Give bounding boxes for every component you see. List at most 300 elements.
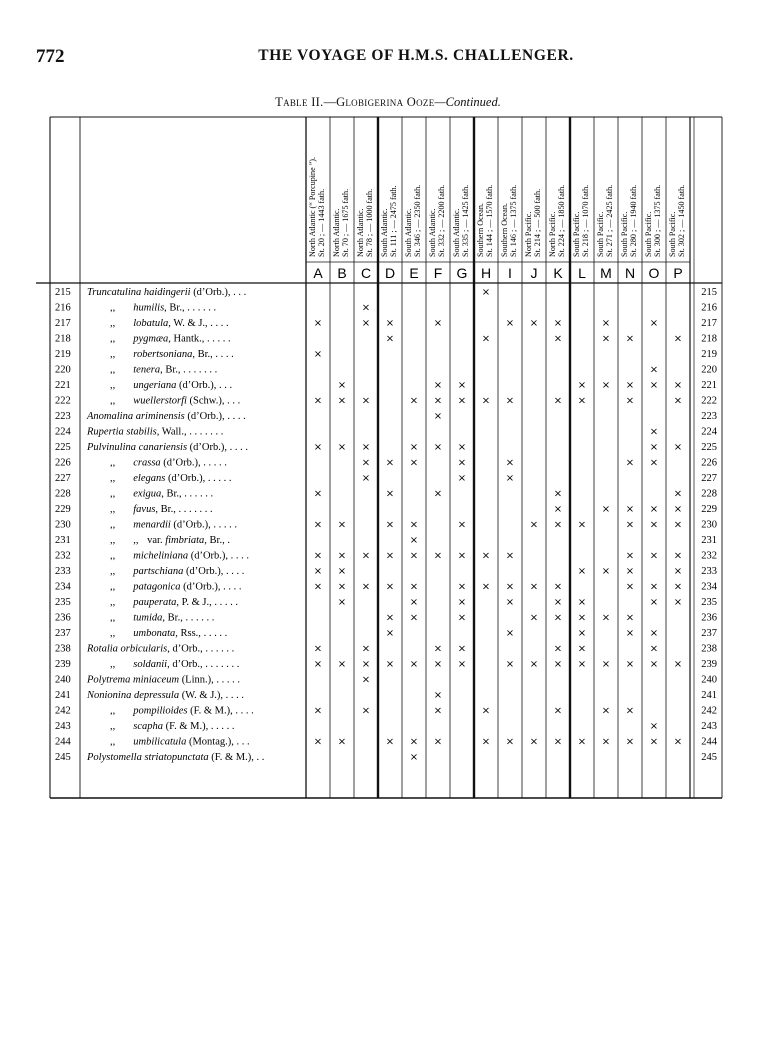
species-name [110,659,239,670]
occurrence-mark: × [433,736,443,748]
row-number: 236 [55,612,71,624]
occurrence-mark: × [673,736,683,748]
occurrence-mark: × [649,550,659,562]
column-header-l [572,185,590,257]
occurrence-mark: × [313,318,323,329]
ditto-mark: ,, [110,550,116,562]
occurrence-mark: × [409,457,419,469]
row-number: 235 [55,597,71,608]
occurrence-mark: × [457,597,467,608]
species-name [110,380,232,391]
occurrence-mark: × [361,643,371,655]
ditto-mark: ,, [110,612,116,624]
occurrence-mark: × [313,705,323,717]
table-dash: — [323,95,337,109]
occurrence-mark: × [649,318,659,329]
occurrence-mark: × [601,380,611,391]
occurrence-mark: × [625,395,635,407]
occurrence-mark: × [553,395,563,407]
row-number: 244 [55,736,71,748]
dot-leaders: . . . . [227,442,248,453]
occurrence-mark: × [505,550,515,562]
column-region: South Pacific. [668,211,677,257]
authority: (d’Orb.), [170,519,211,531]
occurrence-mark: × [457,380,467,391]
row-number-right: 233 [701,566,717,577]
occurrence-mark: × [457,457,467,469]
authority: (d’Orb.), [188,550,229,562]
ditto-mark: ,, [110,659,116,670]
occurrence-mark: × [577,380,587,391]
occurrence-mark: × [505,395,515,407]
dot-leaders: . . . . . [200,457,227,469]
occurrence-mark: × [601,736,611,748]
row-number: 224 [55,426,71,438]
occurrence-mark: × [577,612,587,624]
column-letter: C [360,265,372,281]
occurrence-mark: × [649,628,659,639]
species-name [86,644,234,655]
occurrence-mark: × [409,535,419,546]
occurrence-mark: × [481,550,491,562]
dot-leaders: . . . . [223,690,245,701]
row-number-right: 216 [701,302,717,314]
occurrence-mark: × [361,659,371,670]
species-epithet: canariensis [138,442,188,453]
species-epithet: umbonata [133,628,176,639]
occurrence-mark: × [673,333,683,345]
page-number: 772 [36,46,65,67]
row-number-right: 228 [701,488,717,500]
ditto-mark: ,, [110,380,116,391]
column-header-b [332,189,350,257]
row-number: 232 [55,550,71,562]
column-region: South Pacific. [572,211,581,257]
column-station: St. 111 ; — 2475 fath. [389,185,398,257]
row-number: 216 [55,302,71,314]
occurrence-mark: × [433,550,443,562]
column-region: South Atlantic. [428,208,437,257]
authority: (d’Orb.), [184,411,225,422]
row-number: 233 [55,566,71,577]
column-station: St. 302 ; — 1450 fath. [677,184,686,257]
dot-leaders: . . . . . . [181,488,214,500]
column-letter: A [313,265,323,281]
dot-leaders: . . . . [232,705,254,717]
species-epithet: elegans [133,473,166,484]
occurrence-mark: × [577,659,587,670]
column-header-k [548,185,566,257]
row-number: 238 [55,643,71,655]
species-name [110,721,235,732]
authority: , Hantk., [168,333,205,345]
occurrence-mark: × [433,318,443,329]
row-number: 240 [55,674,71,686]
authority: (F. & M.), [187,705,233,717]
species-name [110,473,232,484]
occurrence-mark: × [409,612,419,624]
row-number-right: 215 [701,287,717,298]
occurrence-mark: × [433,488,443,500]
species-name [110,318,229,329]
species-epithet: tumida [133,612,163,624]
authority: (d’Orb.), [183,566,224,577]
row-number-right: 239 [701,659,717,670]
species-name [110,737,250,748]
row-number-right: 234 [701,581,717,593]
occurrence-mark: × [625,380,635,391]
authority: (W. & J.), [179,690,224,701]
occurrence-mark: × [577,597,587,608]
dot-leaders: . . . . [224,411,246,422]
occurrence-mark: × [385,659,395,670]
occurrence-mark: × [337,380,347,391]
occurrence-mark: × [649,659,659,670]
dot-leaders: . . . . . . . [186,426,224,438]
ditto-mark: ,, [110,395,116,407]
genus: Rotalia [87,643,118,655]
occurrence-mark: × [409,752,419,763]
row-number-right: 236 [701,612,717,624]
species-name [110,566,244,577]
species-name [110,396,240,407]
occurrence-mark: × [601,612,611,624]
occurrence-mark: × [649,519,659,531]
occurrence-mark: × [361,674,371,686]
occurrence-mark: × [457,395,467,407]
dot-leaders: . . . . . [211,597,238,608]
ditto-mark: ,, [110,628,116,639]
occurrence-mark: × [553,333,563,345]
occurrence-mark: × [649,457,659,469]
column-header-o [644,185,662,257]
dot-leaders: . . . [216,380,233,391]
row-number: 243 [55,721,71,732]
occurrence-mark: × [457,643,467,655]
authority: , W. & J., [168,318,208,329]
species-name [110,551,249,562]
species-epithet: patagonica [133,581,181,593]
occurrence-mark: × [577,628,587,639]
occurrence-mark: × [313,643,323,655]
occurrence-mark: × [385,519,395,531]
table-subject: Globigerina Ooze [336,95,435,109]
column-header-d [380,185,398,257]
occurrence-mark: × [409,597,419,608]
column-station: St. 335 ; — 1425 fath. [461,184,470,257]
species-name [110,334,231,345]
row-number-right: 244 [701,736,717,748]
column-region: Southern Ocean. [500,203,509,257]
occurrence-mark: × [385,612,395,624]
row-number: 239 [55,659,71,670]
column-header-p [668,185,686,257]
row-number-right: 226 [701,457,717,469]
row-number-right: 217 [701,318,717,329]
occurrence-mark: × [409,659,419,670]
column-station: St. 218 ; — 1070 fath. [581,184,590,257]
species-name [110,504,213,515]
row-number: 231 [55,535,71,546]
occurrence-mark: × [457,612,467,624]
dot-leaders: . . . . . . [184,302,217,314]
authority: (d’Orb.), [176,380,217,391]
occurrence-mark: × [505,659,515,670]
row-number-right: 240 [701,674,717,686]
occurrence-mark: × [601,333,611,345]
occurrence-mark: × [313,395,323,407]
dot-leaders: . . . [230,287,247,298]
dot-leaders: . . . . [220,581,242,593]
column-header-f [428,185,446,257]
genus: Nonionina [87,690,132,701]
occurrence-mark: × [601,566,611,577]
species-name [110,628,227,639]
occurrence-mark: × [361,581,371,593]
species-name [86,411,246,422]
row-number-right: 232 [701,550,717,562]
row-number-right: 242 [701,705,717,717]
column-letter: M [600,265,612,281]
occurrence-mark: × [625,333,635,345]
column-letter: F [433,265,443,281]
species-epithet: pauperata [133,597,177,608]
occurrence-mark: × [553,643,563,655]
occurrence-mark: × [433,411,443,422]
authority: (d’Orb.), [190,287,231,298]
occurrence-mark: × [409,442,419,453]
dot-leaders: . . . . . [204,333,231,345]
ditto-mark: ,, [110,333,116,345]
species-name [110,706,254,717]
dot-leaders: . . . [224,395,241,407]
row-number-right: 222 [701,395,717,407]
row-number: 220 [55,364,71,376]
dot-leaders: . . . [233,736,250,748]
column-header-a [308,157,326,257]
dot-leaders: . . . . [223,566,245,577]
occurrence-mark: × [529,659,539,670]
occurrence-mark: × [673,442,683,453]
occurrence-mark: × [673,380,683,391]
ditto-mark: ,, [110,597,116,608]
species-name [86,675,240,686]
ditto-mark: ,, [110,364,116,376]
occurrence-mark: × [553,597,563,608]
occurrence-mark: × [457,581,467,593]
species-epithet: micheliniana [133,550,189,562]
column-region: Southern Ocean. [476,203,485,257]
occurrence-mark: × [505,581,515,593]
column-header-j [524,189,542,257]
occurrence-mark: × [457,550,467,562]
row-number: 229 [55,504,71,515]
occurrence-mark: × [625,736,635,748]
occurrence-mark: × [361,318,371,329]
occurrence-mark: × [313,659,323,670]
occurrence-mark: × [649,736,659,748]
column-station: St. 78 ; — 1000 fath. [365,188,374,257]
occurrence-mark: × [385,488,395,500]
occurrence-mark: × [673,519,683,531]
occurrence-mark: × [385,318,395,329]
occurrence-mark: × [529,612,539,624]
occurrence-mark: × [625,566,635,577]
column-station: St. 300 ; — 1375 fath. [653,184,662,257]
column-region: South Atlantic. [404,208,413,257]
ditto-mark: ,, [133,535,139,546]
table-label: Table II. [275,95,324,109]
authority: (d’Orb.), [180,581,221,593]
table-continued: —Continued. [434,95,501,109]
row-number-right: 218 [701,333,717,345]
occurrence-mark: × [457,519,467,531]
occurrence-mark: × [625,550,635,562]
ditto-mark: ,, [110,721,116,732]
dot-leaders: . . . . [228,550,250,562]
occurrence-mark: × [313,442,323,453]
ditto-mark: ,, [110,705,116,717]
row-number: 228 [55,488,71,500]
occurrence-mark: × [433,705,443,717]
column-station: St. 144 ; — 1570 fath. [485,184,494,257]
occurrence-mark: × [337,659,347,670]
occurrence-mark: × [409,395,419,407]
genus: Polytrema [87,674,131,686]
occurrence-mark: × [601,659,611,670]
occurrence-mark: × [313,566,323,577]
species-epithet: stabilis [126,426,157,438]
species-name [110,535,230,546]
occurrence-mark: × [337,550,347,562]
row-number: 242 [55,705,71,717]
row-number: 218 [55,333,71,345]
occurrence-mark: × [433,659,443,670]
occurrence-mark: × [649,504,659,515]
occurrence-mark: × [337,736,347,748]
occurrence-mark: × [385,550,395,562]
genus: Anomalina [87,411,134,422]
column-letter: O [648,265,660,281]
authority: , Br., [160,364,181,376]
column-station: St. 146 ; — 1375 fath. [509,184,518,257]
occurrence-mark: × [481,333,491,345]
occurrence-mark: × [505,473,515,484]
occurrence-mark: × [553,504,563,515]
column-letter: K [553,265,563,281]
occurrence-mark: × [553,519,563,531]
occurrence-mark: × [601,504,611,515]
occurrence-mark: × [553,736,563,748]
row-number: 226 [55,457,71,469]
species-name [110,303,216,314]
occurrence-mark: × [553,659,563,670]
column-station: St. 280 ; — 1940 fath. [629,184,638,257]
row-number: 230 [55,519,71,531]
species-epithet: pompilioides [133,705,188,717]
authority: (d’Orb.), [160,457,201,469]
occurrence-mark: × [337,442,347,453]
species-name [87,287,246,298]
column-region: North Pacific. [548,211,557,257]
occurrence-mark: × [625,457,635,469]
species-epithet: ungeriana [133,380,177,391]
occurrence-mark: × [553,488,563,500]
authority: , Wall., [156,426,187,438]
occurrence-mark: × [409,519,419,531]
row-number: 225 [55,442,71,453]
occurrence-mark: × [553,318,563,329]
occurrence-mark: × [529,519,539,531]
occurrence-mark: × [337,395,347,407]
dot-leaders: . . . . . [210,519,237,531]
occurrence-mark: × [577,395,587,407]
occurrence-mark: × [409,581,419,593]
occurrence-mark: × [625,628,635,639]
authority: , Rss., [175,628,201,639]
authority: , d’Orb., [167,643,203,655]
ditto-mark: ,, [110,581,116,593]
occurrence-mark: × [649,597,659,608]
column-station: St. 332 ; — 2200 fath. [437,184,446,257]
occurrence-mark: × [649,380,659,391]
column-header-c [356,189,374,257]
row-number: 227 [55,473,71,484]
species-epithet: umbilicatula [133,736,187,748]
column-region: South Pacific. [620,211,629,257]
occurrence-mark: × [361,550,371,562]
occurrence-mark: × [481,736,491,748]
species-epithet: partschiana [133,566,184,577]
authority: (Schw.), [186,395,225,407]
occurrence-mark: × [529,581,539,593]
row-number-right: 237 [701,628,717,639]
row-number: 219 [55,349,71,360]
column-region: North Pacific. [524,211,533,257]
occurrence-mark: × [313,581,323,593]
occurrence-mark: × [505,318,515,329]
dot-leaders: . . . . . [205,473,232,484]
row-number-right: 245 [701,752,717,763]
occurrence-mark: × [385,628,395,639]
row-number-right: 243 [701,721,717,732]
column-region: South Pacific. [596,211,605,257]
occurrence-mark: × [361,705,371,717]
species-epithet: wuellerstorfi [133,395,187,407]
species-name [86,442,248,453]
row-number-right: 231 [701,535,717,546]
occurrence-mark: × [553,612,563,624]
occurrence-mark: × [649,426,659,438]
occurrence-mark: × [673,566,683,577]
occurrence-mark: × [649,643,659,655]
occurrence-mark: × [625,612,635,624]
row-number: 222 [55,395,71,407]
column-region: North Atlantic. [356,208,365,257]
occurrence-mark: × [361,302,371,314]
authority: , Br., [204,535,225,546]
occurrence-mark: × [313,519,323,531]
column-station: St. 346 ; — 2350 fath. [413,184,422,257]
row-number-right: 223 [701,411,717,422]
occurrence-mark: × [361,457,371,469]
dot-leaders: . . . . . [208,721,235,732]
column-station: St. 224 ; — 1850 fath. [557,184,566,257]
column-letter: G [456,265,468,281]
species-name [86,752,264,763]
species-name [110,520,237,531]
row-number-right: 235 [701,597,717,608]
